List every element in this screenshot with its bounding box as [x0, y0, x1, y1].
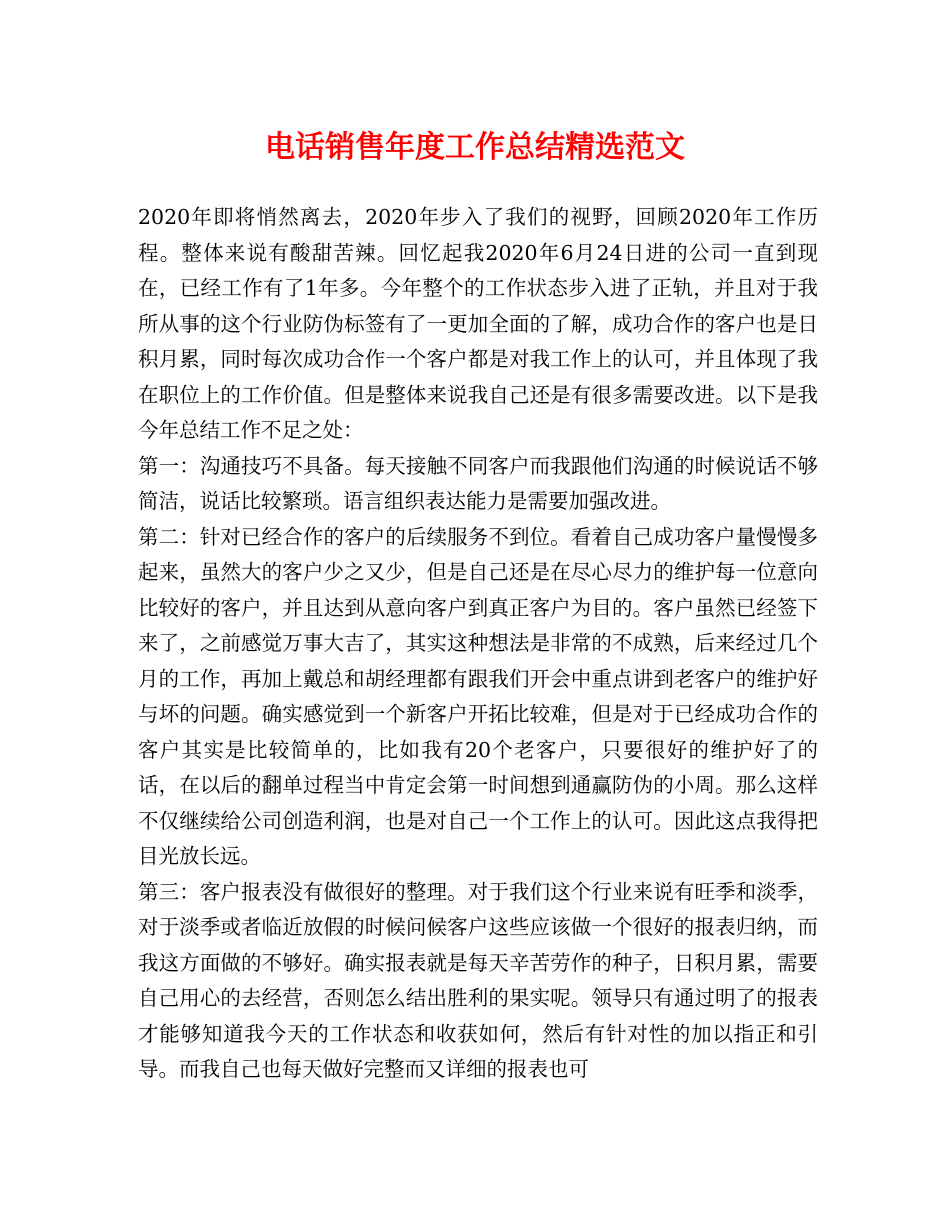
point-three-paragraph: 第三：客户报表没有做很好的整理。对于我们这个行业来说有旺季和淡季，对于淡季或者临近放假的时候问候客户这些应该做一个很好的报表归纳，而我这方面做的不够好。确实报表就是每天辛苦劳作的种子，日积月累，需要自己用心的去经营，否则怎么结出胜利的果实呢。领导只有通过明了的报表才能够知道我今天的工作状态和收获如何，然后有针对性的加以指正和引导。而我自己也每天做好完整而又详细的报表也可 [138, 879, 818, 1081]
intro-paragraph: 2020年即将悄然离去，2020年步入了我们的视野，回顾2020年工作历程。整体来说有酸甜苦辣。回忆起我2020年6月24日进的公司一直到现在，已经工作有了1年多。今年整个的工作状态步入进了正轨，并且对于我所从事的这个行业防伪标签有了一更加全面的了解，成功合作的客户也是日积月累，同时每次成功合作一个客户都是对我工作上的认可，并且体现了我在职位上的工作价值。但是整体来说我自己还是有很多需要改进。以下是我今年总结工作不足之处： [138, 205, 818, 442]
point-two-paragraph: 第二：针对已经合作的客户的后续服务不到位。看着自己成功客户量慢慢多起来，虽然大的客户少之又少，但是自己还是在尽心尽力的维护每一位意向比较好的客户，并且达到从意向客户到真正客户为目的。客户虽然已经签下来了，之前感觉万事大吉了，其实这种想法是非常的不成熟，后来经过几个月的工作，再加上戴总和胡经理都有跟我们开会中重点讲到老客户的维护好与坏的问题。确实感觉到一个新客户开拓比较难，但是对于已经成功合作的客户其实是比较简单的，比如我有20个老客户，只要很好的维护好了的话，在以后的翻单过程当中肯定会第一时间想到通赢防伪的小周。那么这样不仅继续给公司创造利润，也是对自己一个工作上的认可。因此这点我得把目光放长远。 [138, 524, 818, 868]
document-body [138, 200, 818, 1088]
document-title: 电话销售年度工作总结精选范文 [265, 130, 685, 165]
point-one-paragraph: 第一：沟通技巧不具备。每天接触不同客户而我跟他们沟通的时候说话不够简洁，说话比较繁琐。语言组织表达能力是需要加强改进。 [138, 453, 818, 513]
